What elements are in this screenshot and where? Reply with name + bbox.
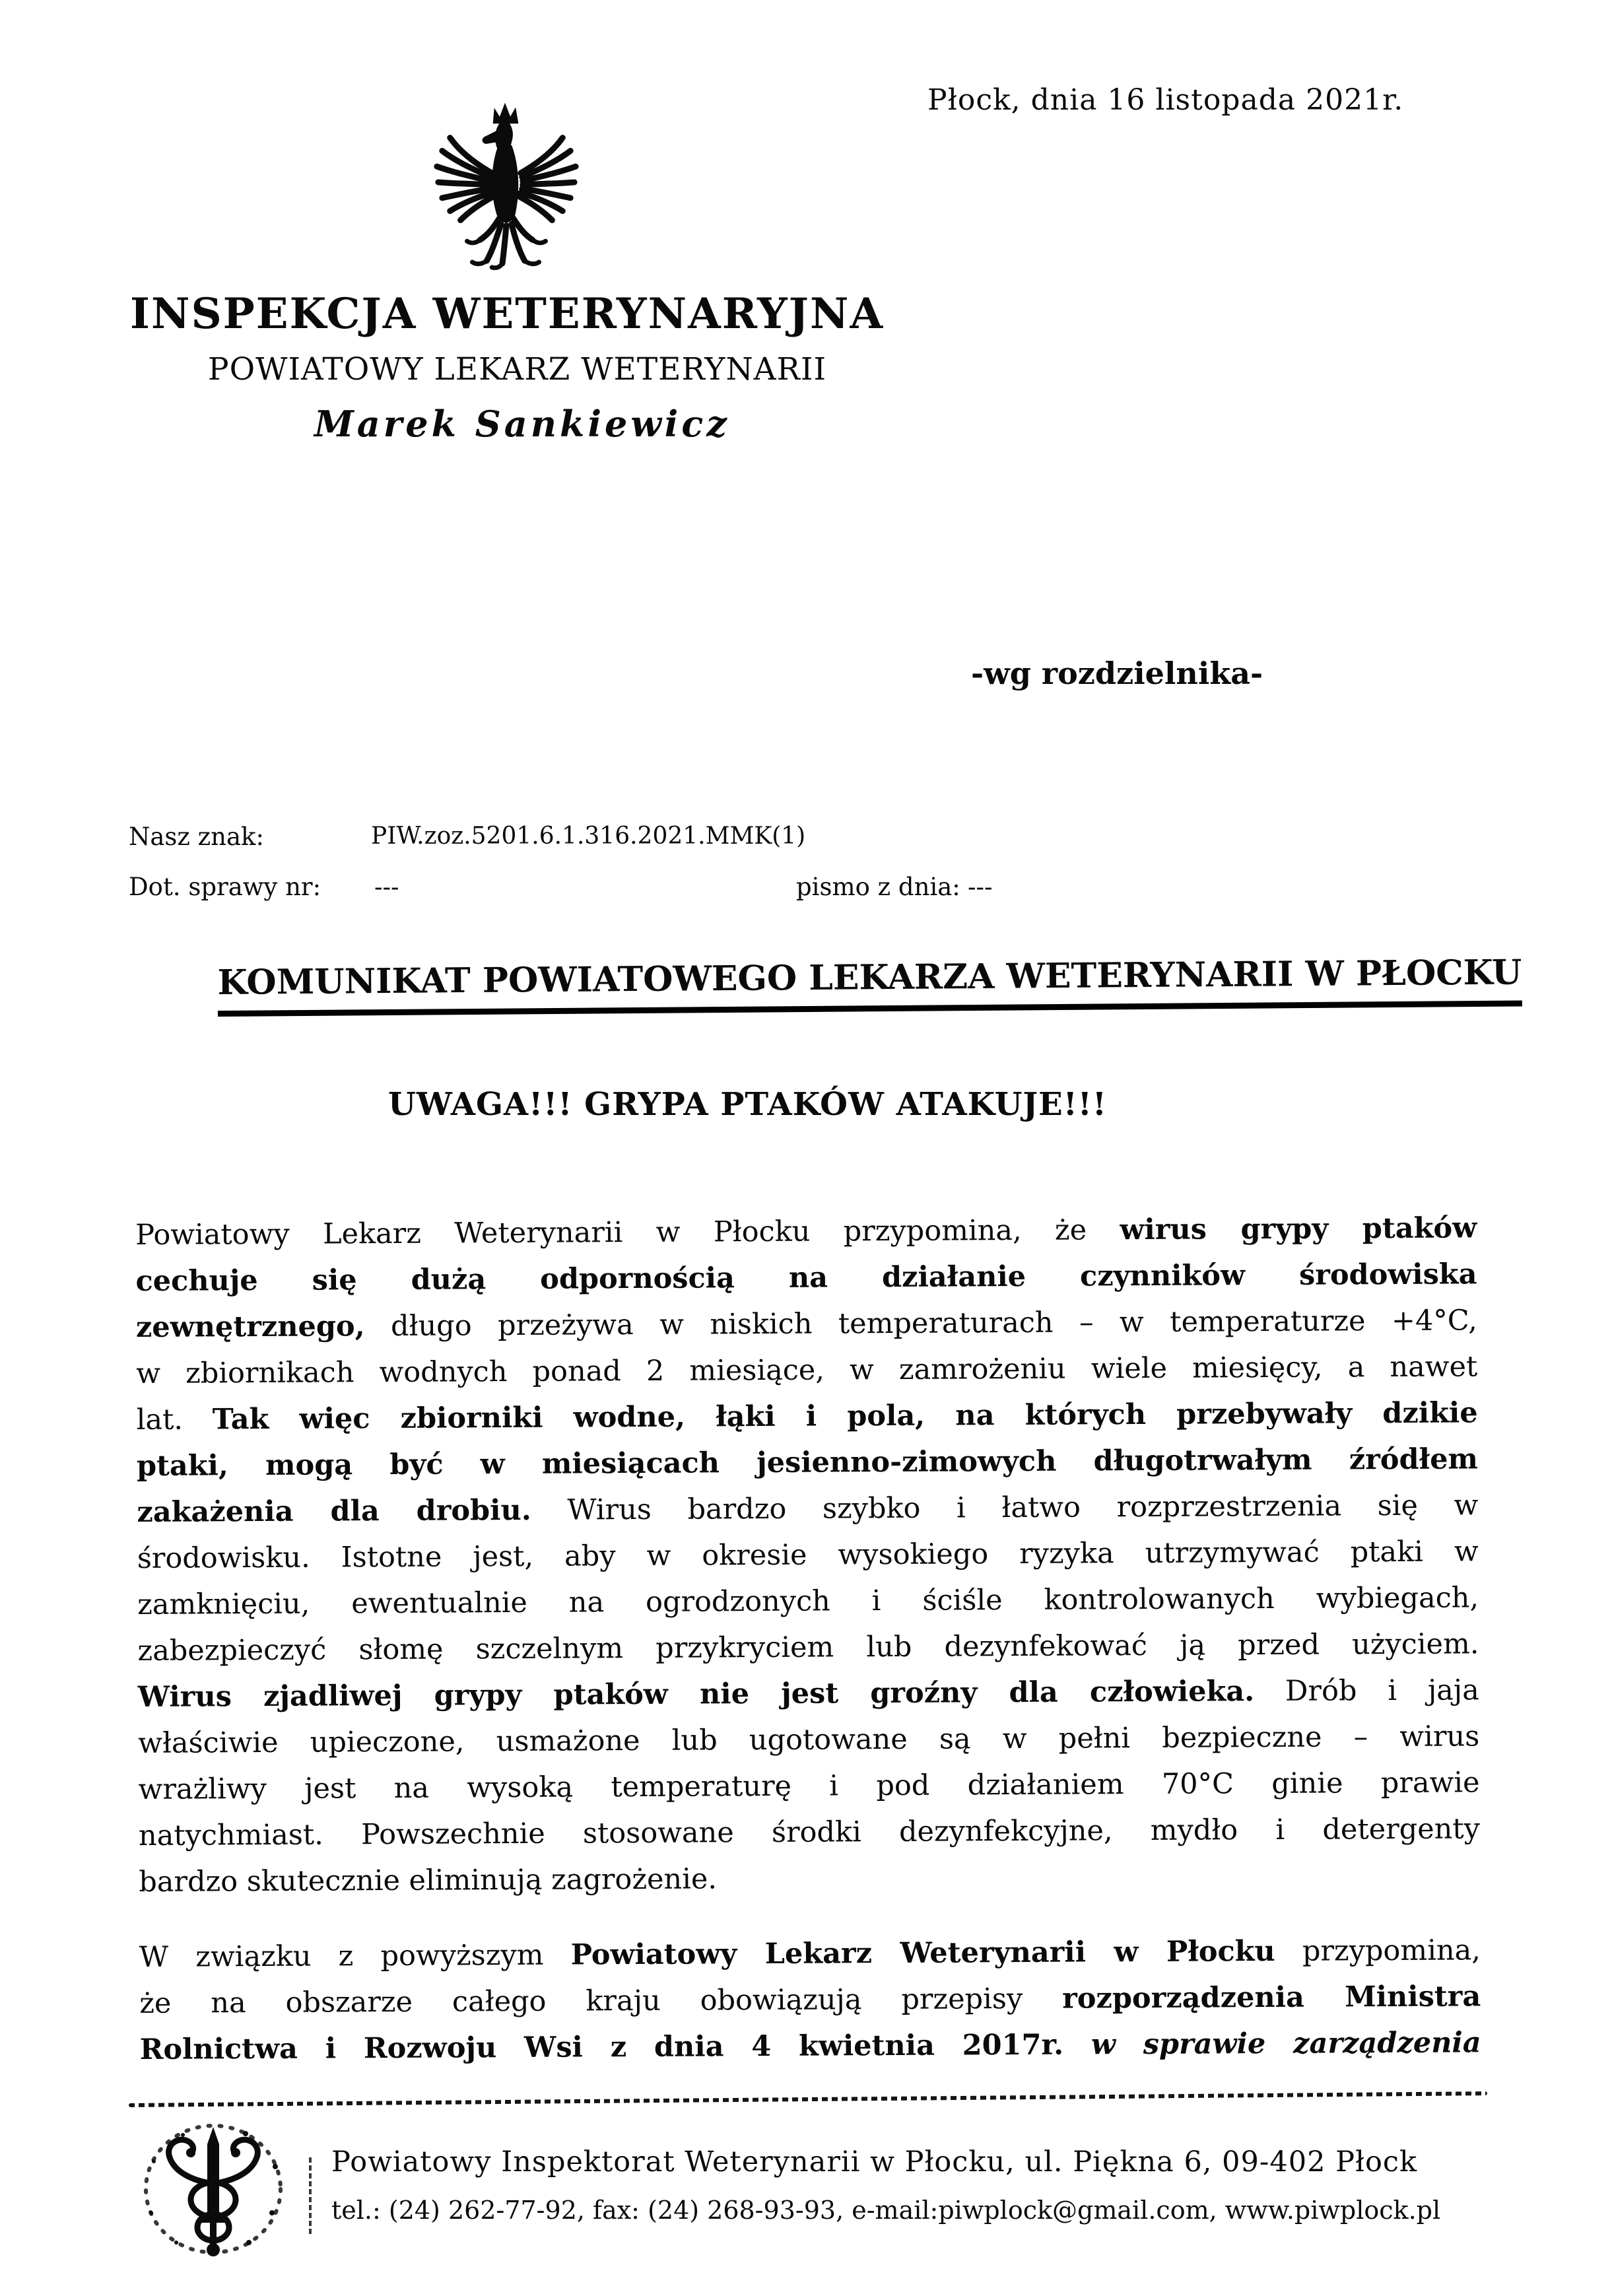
body-line: W związku z powyższym Powiatowy Lekarz Weterynarii w Płocku przypomina, <box>139 1934 1481 1974</box>
body-line: Powiatowy Lekarz Weterynarii w Płocku przypomina, że wirus grypy ptaków <box>135 1211 1477 1252</box>
polish-eagle-icon <box>428 99 585 271</box>
alert-heading: UWAGA!!! GRYPA PTAKÓW ATAKUJE!!! <box>388 1086 1107 1123</box>
signatory-name: Marek Sankiewicz <box>314 403 730 445</box>
body-line: środowisku. Istotne jest, aby w okresie wysokiego ryzyka utrzymywać ptaki w <box>137 1535 1479 1575</box>
case-number-label: Dot. sprawy nr: <box>129 873 321 901</box>
main-heading: KOMUNIKAT POWIATOWEGO LEKARZA WETERYNARII W PŁOCKU <box>217 952 1522 1017</box>
body-line: zabezpieczyć słomę szczelnym przykryciem lub dezynfekować ją przed użyciem. <box>137 1627 1479 1668</box>
body-line: wrażliwy jest na wysoką temperaturę i pod działaniem 70°C ginie prawie <box>138 1766 1480 1806</box>
org-title: POWIATOWY LEKARZ WETERYNARII <box>208 351 827 388</box>
org-name: INSPEKCJA WETERYNARYJNA <box>130 289 885 339</box>
case-number-value: --- <box>374 873 399 901</box>
letter-date-label: pismo z dnia: <box>796 873 960 901</box>
body-line: cechuje się dużą odpornością na działanie czynników środowiska <box>135 1258 1477 1298</box>
body-line: lat. Tak więc zbiorniki wodne, łąki i pola, na których przebywały dzikie <box>136 1396 1478 1436</box>
distribution-note: -wg rozdzielnika- <box>971 656 1263 691</box>
our-reference-value: PIW.zoz.5201.6.1.316.2021.MMK(1) <box>371 823 806 850</box>
body-line: że na obszarze całego kraju obowiązują przepisy rozporządzenia Ministra <box>139 1980 1481 2020</box>
body-line: właściwie upieczone, usmażone lub ugotowane są w pełni bezpieczne – wirus <box>138 1720 1480 1760</box>
our-reference-label: Nasz znak: <box>129 823 264 851</box>
body-paragraph-2 <box>139 1927 1481 2073</box>
body-line: zamknięciu, ewentualnie na ogrodzonych i ściśle kontrolowanych wybiegach, <box>137 1581 1479 1621</box>
footer-contact: tel.: (24) 262-77-92, fax: (24) 268-93-93, e-mail:piwplock@gmail.com, www.piwplock.pl <box>331 2196 1441 2225</box>
body-text <box>135 1205 1481 2073</box>
body-line: bardzo skutecznie eliminują zagrożenie. <box>139 1862 718 1899</box>
body-line: zewnętrznego, długo przeżywa w niskich temperaturach – w temperaturze +4°C, <box>135 1304 1478 1344</box>
body-line: Wirus zjadliwej grypy ptaków nie jest groźny dla człowieka. Drób i jaja <box>137 1673 1479 1714</box>
body-line: natychmiast. Powszechnie stosowane środki dezynfekcyjne, mydło i detergenty <box>138 1812 1481 1852</box>
body-paragraph-1 <box>135 1205 1480 1905</box>
veterinary-caduceus-icon <box>137 2120 288 2262</box>
footer-separator-dotted-line <box>129 2091 1487 2107</box>
footer-text-block <box>331 2145 1440 2225</box>
body-line: Rolnictwa i Rozwoju Wsi z dnia 4 kwietnia 2017r. w sprawie zarządzenia <box>139 2026 1481 2066</box>
body-line: w zbiornikach wodnych ponad 2 miesiące, w zamrożeniu wiele miesięcy, a nawet <box>136 1350 1478 1390</box>
date-line: Płock, dnia 16 listopada 2021r. <box>927 83 1404 117</box>
footer-divider <box>309 2157 312 2234</box>
footer-address: Powiatowy Inspektorat Weterynarii w Płocku, ul. Piękna 6, 09-402 Płock <box>331 2145 1418 2178</box>
body-line: zakażenia dla drobiu. Wirus bardzo szybko i łatwo rozprzestrzenia się w <box>137 1489 1479 1529</box>
body-line: ptaki, mogą być w miesiącach jesienno-zimowych długotrwałym źródłem <box>136 1442 1479 1483</box>
letter-date-value: --- <box>968 873 993 901</box>
